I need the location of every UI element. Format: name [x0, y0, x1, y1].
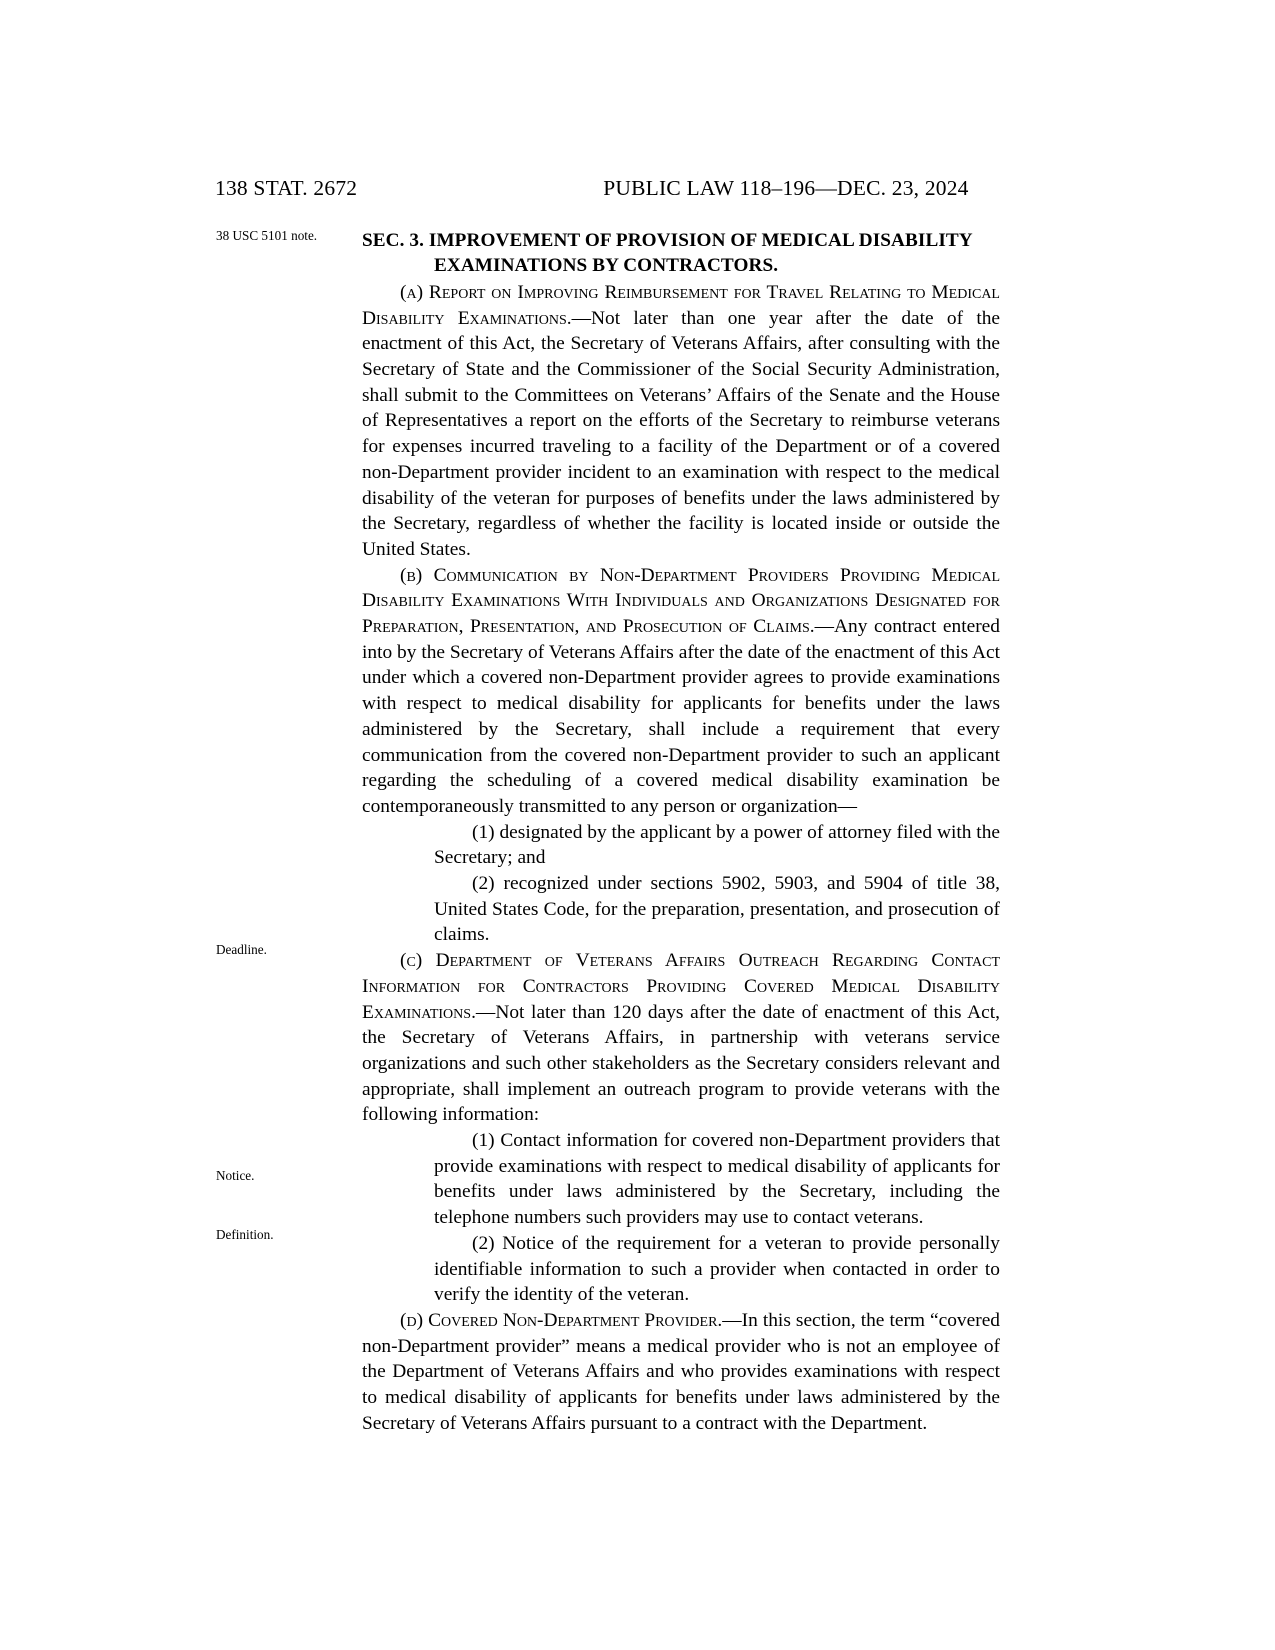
subsection-b-text: Any contract entered into by the Secretary of Veterans Affairs after the date of the enactment of this Act under which a covered non-Department provider agrees to provide examinations with respect to medical disability for applicants for benefits under the laws administered by the Secretary, shall include a requirement that every communication from the covered non-Department provider to such an applicant regarding the scheduling of a covered medical disability examination be contemporaneously transmitted to any person or organization— — [362, 616, 1000, 817]
paragraph-c-1 — [434, 1128, 1000, 1231]
subsection-c-text: Not later than 120 days after the date of enactment of this Act, the Secretary of Veterans Affairs, in partnership with veterans service organizations and such other stakeholders as the Secretary considers relevant and appropriate, shall implement an outreach program to provide veterans with the following information: — [362, 1001, 1000, 1126]
subsection-d — [362, 1308, 1000, 1437]
subsection-a — [362, 280, 1000, 563]
subsection-c-label: (c) Department of Veterans Affairs Outreach Regarding Contact Information for Contractors Providing Covered Medical Disability Examinations.— — [362, 950, 1000, 1023]
subsection-a-label: (a) Report on Improving Reimbursement for Travel Relating to Medical Disability Examinations.— — [362, 281, 1000, 329]
subsection-b — [362, 563, 1000, 820]
subsection-d-text: In this section, the term “covered non-Department provider” means a medical provider who is not an employee of the Department of Veterans Affairs and who provides examinations with respect to medical disability of applicants for benefits under laws administered by the Secretary of Veterans Affairs pursuant to a contract with the Department. — [362, 1310, 1000, 1434]
section-heading-line-2: EXAMINATIONS BY CONTRACTORS. — [434, 255, 779, 277]
paragraph-b-1 — [434, 820, 1000, 871]
running-head — [215, 176, 1000, 201]
sidenote-usc-note: 38 USC 5101 note. — [216, 228, 318, 243]
subsection-b-label: (b) Communication by Non-Department Providers Providing Medical Disability Examinations With Individuals and Organizations Designated for Preparation, Presentation, and Prosecution of Claims.— — [362, 564, 1000, 638]
paragraph-c-1-text: (1) Contact information for covered non-Department providers that provide examinations with respect to medical disability of applicants for benefits under laws administered by the Secretary, including the telephone numbers such providers may use to contact veterans. — [434, 1130, 1000, 1229]
main-text-column — [362, 228, 1000, 1437]
statute-citation: 138 STAT. 2672 — [215, 176, 358, 200]
sidenote-definition: Definition. — [216, 1227, 274, 1242]
sidenote-notice: Notice. — [216, 1168, 255, 1183]
paragraph-c-2 — [434, 1231, 1000, 1308]
subsection-d-label: (d) Covered Non-Department Provider.— — [400, 1310, 742, 1331]
paragraph-b-2 — [434, 871, 1000, 948]
sidenote-deadline: Deadline. — [216, 942, 267, 957]
paragraph-c-2-text: (2) Notice of the requirement for a veteran to provide personally identifiable information to such a provider when contacted in order to verify the identity of the veteran. — [434, 1232, 1000, 1306]
public-law-citation: PUBLIC LAW 118–196—DEC. 23, 2024 — [603, 176, 969, 200]
section-heading — [362, 228, 1000, 279]
subsection-a-text: Not later than one year after the date of the enactment of this Act, the Secretary of Veterans Affairs, after consulting with the Secretary of State and the Commissioner of the Social Security Administration, shall submit to the Committees on Veterans’ Affairs of the Senate and the House of Representatives a report on the efforts of the Secretary to reimburse veterans for expenses incurred traveling to a facility of the Department or of a covered non-Department provider incident to an examination with respect to the medical disability of the veteran for purposes of benefits under the laws administered by the Secretary, regardless of whether the facility is located inside or outside the United States. — [362, 307, 1001, 560]
paragraph-b-2-text: (2) recognized under sections 5902, 5903, and 5904 of title 38, United States Code, for the preparation, presentation, and prosecution of claims. — [434, 873, 1000, 946]
paragraph-b-1-text: (1) designated by the applicant by a power of attorney filed with the Secretary; and — [434, 821, 1000, 869]
section-heading-line-1: SEC. 3. IMPROVEMENT OF PROVISION OF MEDICAL DISABILITY — [362, 230, 973, 251]
subsection-c — [362, 948, 1000, 1128]
